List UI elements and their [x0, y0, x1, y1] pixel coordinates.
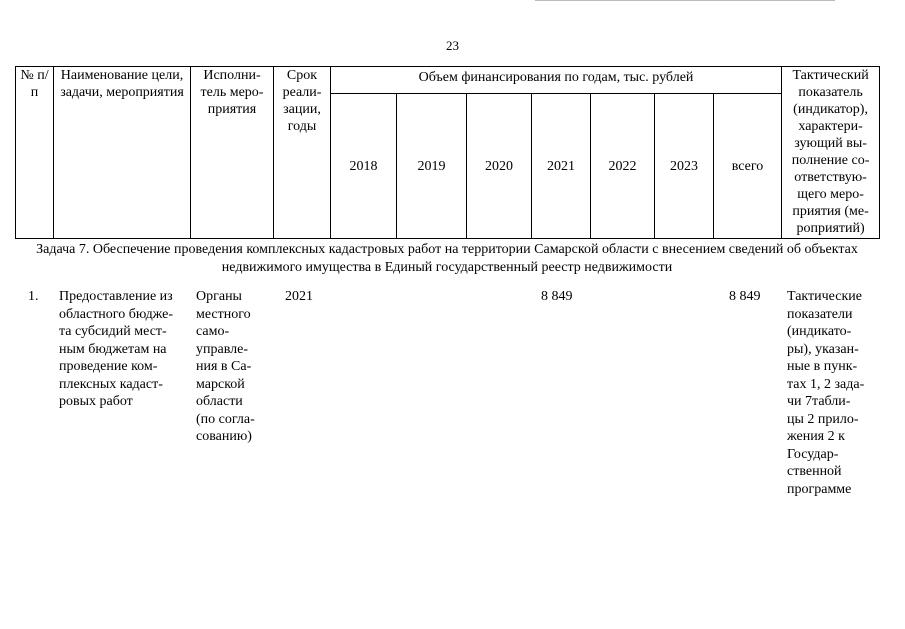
header-table: [15, 66, 880, 239]
header-total: всего: [714, 94, 782, 239]
header-executor: Исполни-тель меро-приятия: [191, 67, 274, 239]
header-year: 2020: [467, 94, 532, 239]
header-term: Срок реали-зации, годы: [274, 67, 331, 239]
header-year: 2021: [532, 94, 591, 239]
header-year: 2022: [591, 94, 655, 239]
row-term: 2021: [285, 289, 313, 304]
header-year: 2023: [655, 94, 714, 239]
header-num: № п/п: [16, 67, 54, 239]
row-name: Предоставление из областного бюдже- та субсидий мест- ным бюджетам на проведение ком- плексных кадаст- ровых работ: [59, 289, 174, 409]
page-number: 23: [446, 38, 459, 53]
header-indicator: Тактический показатель (индикатор), характери-зующий вы-полнение со-ответствую-щего меро-приятия (ме-роприятий): [782, 67, 880, 239]
task-title: Задача 7. Обеспечение проведения комплексных кадастровых работ на территории Самарской области с внесением сведений об объектах недвижимого имущества в Единый государственный реестр недвижимости: [36, 242, 858, 275]
row-indicator: Тактические показатели (индикато- ры), указан- ные в пунк- тах 1, 2 зада- чи 7табли- цы 2 прило- жения 2 к Государ- ственной программе: [787, 289, 865, 497]
header-name: Наименование цели, задачи, мероприятия: [54, 67, 191, 239]
row-number: 1.: [28, 289, 39, 304]
row-total: 8 849: [729, 289, 761, 304]
row-executor: Органы местного само- управле- ния в Са- марской области (по согла- сованию): [196, 289, 255, 444]
header-year: 2019: [397, 94, 467, 239]
row-value-2021: 8 849: [541, 289, 573, 304]
header-year: 2018: [331, 94, 397, 239]
top-rule: [535, 0, 835, 1]
header-funding: Объем финансирования по годам, тыс. рублей: [331, 67, 782, 94]
